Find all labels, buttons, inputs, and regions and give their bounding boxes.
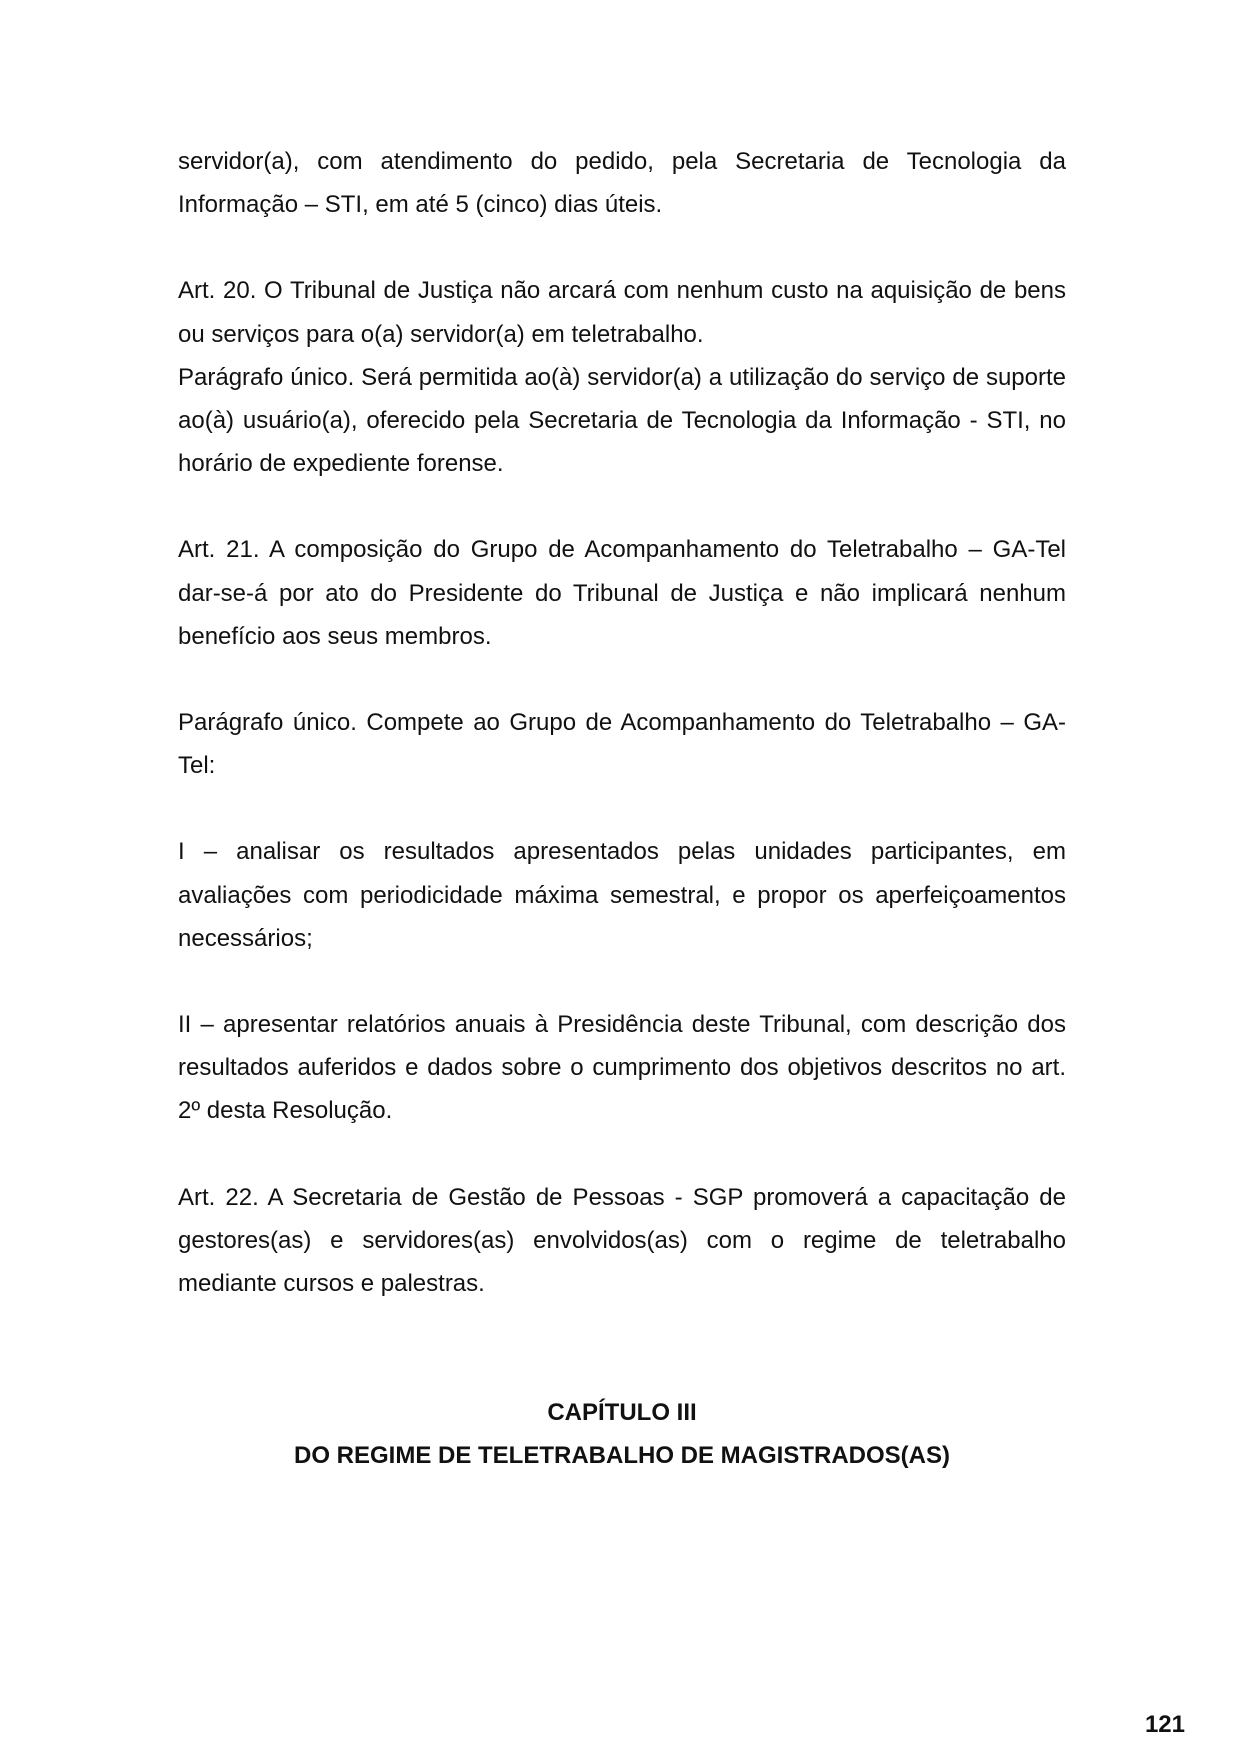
paragraph-spacer	[178, 960, 1066, 1003]
article-21-sole-paragraph: Parágrafo único. Compete ao Grupo de Acompanhamento do Teletrabalho – GA-Tel:	[178, 709, 1066, 780]
article-22: Art. 22. A Secretaria de Gestão de Pessoas - SGP promoverá a capacitação de gestores(as) e servidores(as) envolvidos(as) com o regime de teletrabalho mediante cursos e palestras.	[178, 1183, 1066, 1298]
paragraph-spacer	[178, 787, 1066, 830]
chapter-title: DO REGIME DE TELETRABALHO DE MAGISTRADOS(AS)	[293, 1442, 950, 1470]
section-spacer	[178, 1305, 1066, 1391]
chapter-number: CAPÍTULO III	[547, 1399, 697, 1427]
article-21: Art. 21. A composição do Grupo de Acompanhamento do Teletrabalho – GA-Tel dar-se-á por ato do Presidente do Tribunal de Justiça e não implicará nenhum benefício aos seus membros.	[178, 536, 1066, 650]
page-number: 121	[1144, 1711, 1185, 1738]
article-20: Art. 20. O Tribunal de Justiça não arcará com nenhum custo na aquisição de bens ou serviços para o(a) servidor(a) em teletrabalho.	[178, 277, 1066, 348]
document-page	[178, 140, 1066, 1478]
paragraph-continuation: servidor(a), com atendimento do pedido, pela Secretaria de Tecnologia da Informação – STI, em até 5 (cinco) dias úteis.	[178, 148, 1066, 219]
paragraph-spacer	[178, 226, 1066, 269]
item-ii: II – apresentar relatórios anuais à Presidência deste Tribunal, com descrição dos resultados auferidos e dados sobre o cumprimento dos objetivos descritos no art. 2º desta Resolução.	[178, 1011, 1066, 1125]
article-20-sole-paragraph: Parágrafo único. Será permitida ao(à) servidor(a) a utilização do serviço de suporte ao(à) usuário(a), oferecido pela Secretaria de Tecnologia da Informação - STI, no horário de expediente forense.	[178, 363, 1066, 478]
item-i: I – analisar os resultados apresentados pelas unidades participantes, em avaliações com periodicidade máxima semestral, e propor os aperfeiçoamentos necessários;	[178, 838, 1066, 952]
paragraph-spacer	[178, 658, 1066, 701]
paragraph-spacer	[178, 1133, 1066, 1176]
paragraph-spacer	[178, 485, 1066, 528]
